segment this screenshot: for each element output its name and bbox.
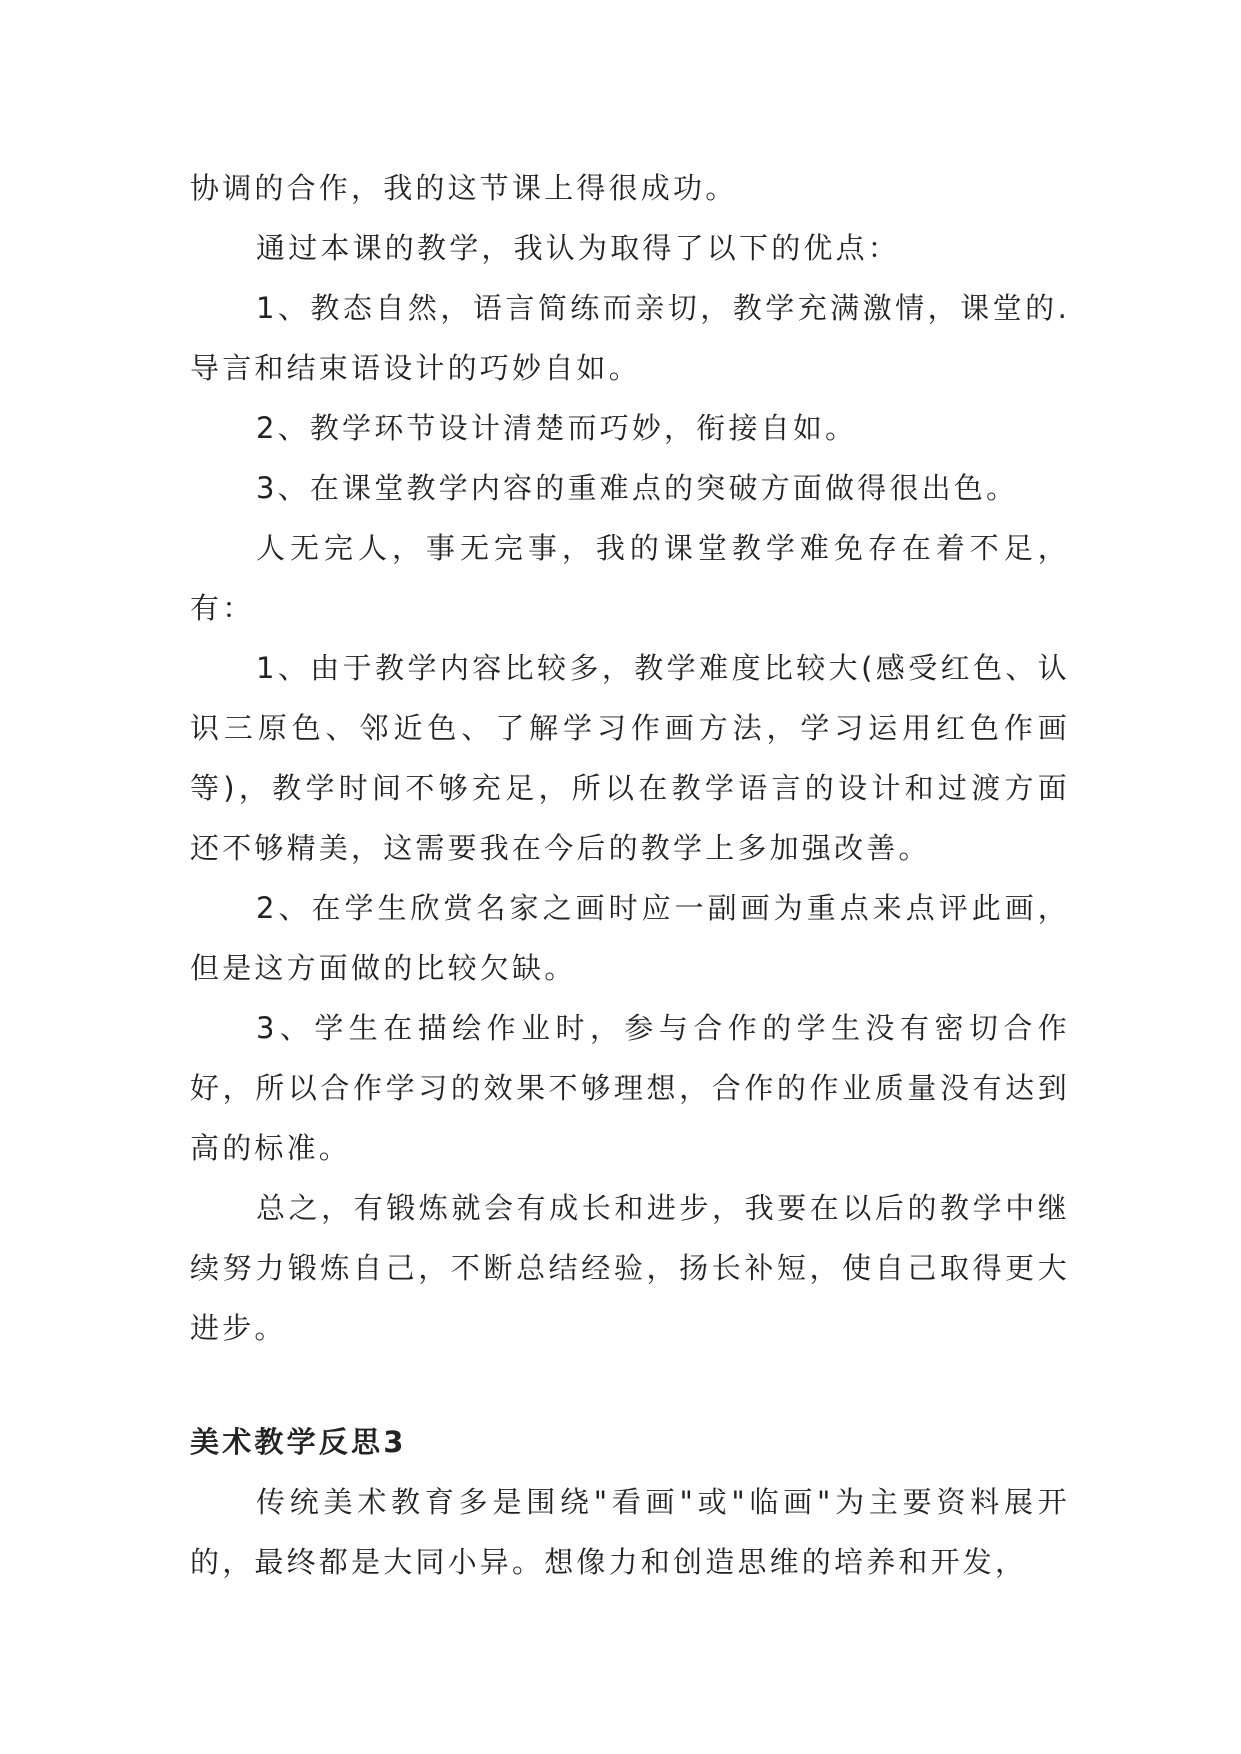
paragraph-1: 协调的合作，我的这节课上得很成功。 <box>190 171 738 205</box>
paragraph-11: 传统美术教育多是围绕"看画"或"临画"为主要资料展开的，最终都是大同小异。想像力和创造思维的培养和开发， <box>190 1485 1070 1579</box>
paragraph-7: 1、由于教学内容比较多，教学难度比较大(感受红色、认识三原色、邻近色、了解学习作画方法，学习运用红色作画等)，教学时间不够充足，所以在教学语言的设计和过渡方面还不够精美，这需要我在今后的教学上多加强改善。 <box>190 651 1070 865</box>
section-heading: 美术教学反思3 <box>190 1425 407 1459</box>
paragraph-4: 2、教学环节设计清楚而巧妙，衔接自如。 <box>256 411 858 445</box>
paragraph-8: 2、在学生欣赏名家之画时应一副画为重点来点评此画，但是这方面做的比较欠缺。 <box>190 891 1070 985</box>
document-body <box>190 158 1070 1592</box>
paragraph-9: 3、学生在描绘作业时，参与合作的学生没有密切合作好，所以合作学习的效果不够理想，合作的作业质量没有达到高的标准。 <box>190 1011 1070 1165</box>
paragraph-2: 通过本课的教学，我认为取得了以下的优点： <box>256 231 901 265</box>
paragraph-3: 1、教态自然，语言简练而亲切，教学充满激情，课堂的.导言和结束语设计的巧妙自如。 <box>190 291 1070 385</box>
section-gap <box>190 1358 1070 1412</box>
paragraph-10: 总之，有锻炼就会有成长和进步，我要在以后的教学中继续努力锻炼自己，不断总结经验，扬长补短，使自己取得更大进步。 <box>190 1191 1070 1345</box>
paragraph-6: 人无完人，事无完事，我的课堂教学难免存在着不足，有： <box>190 531 1070 625</box>
paragraph-5: 3、在课堂教学内容的重难点的突破方面做得很出色。 <box>256 471 1019 505</box>
